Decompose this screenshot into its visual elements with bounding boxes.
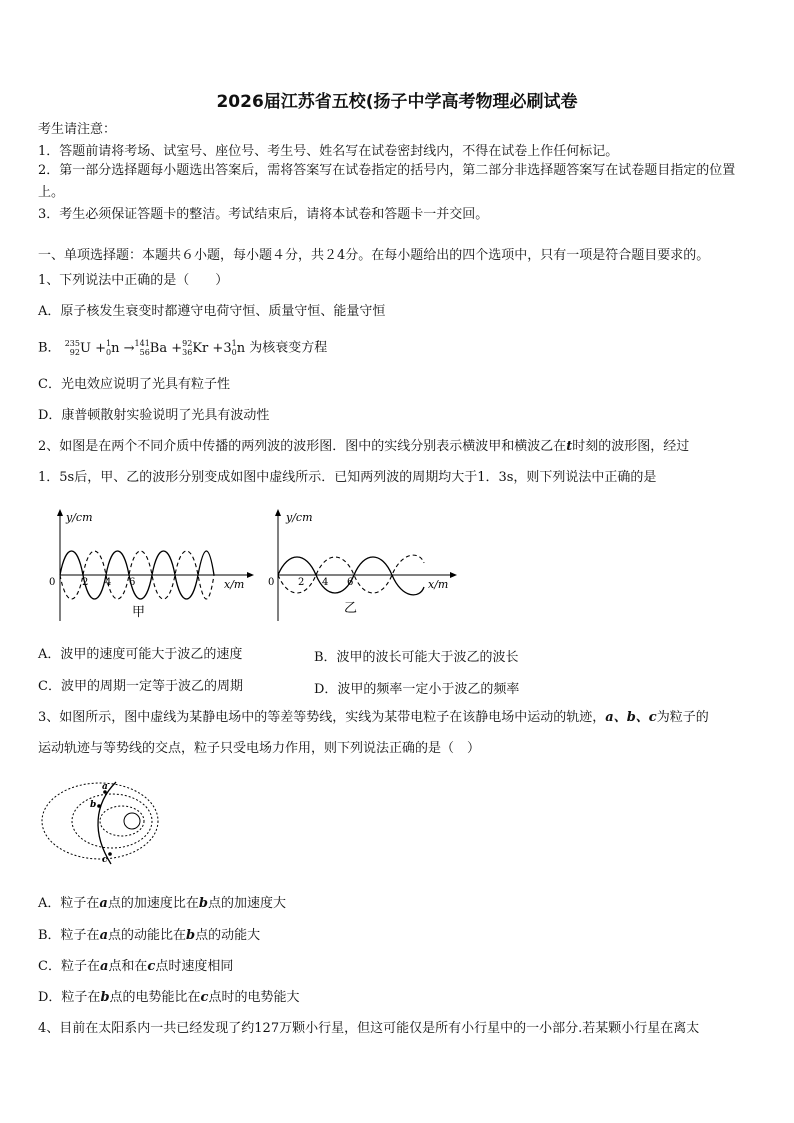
notice-item-1: 1．答题前请将考场、试室号、座位号、考生号、姓名写在试卷密封线内，不得在试卷上作任何标记。 bbox=[38, 144, 619, 159]
q2-stem-var: t bbox=[566, 439, 573, 454]
notice-heading: 考生请注意： bbox=[38, 122, 117, 137]
q3-c-text-1: C．粒子在 bbox=[38, 959, 100, 974]
q3-b-text-1: B．粒子在 bbox=[38, 928, 100, 943]
q3-d-var-2: c bbox=[200, 990, 209, 1005]
wave-yi-solid bbox=[278, 557, 424, 595]
q3-d-text-1: D．粒子在 bbox=[38, 990, 101, 1005]
point-b-label: b bbox=[90, 800, 97, 810]
kr-charge-number: 36 bbox=[182, 348, 193, 357]
q3-a-text-2: 点的加速度比在 bbox=[107, 896, 199, 911]
q3-a-text-1: A．粒子在 bbox=[38, 896, 100, 911]
q3-a-text-3: 点的加速度大 bbox=[207, 896, 286, 911]
n-symbol: n bbox=[111, 340, 120, 356]
q1-option-c: C．光电效应说明了光具有粒子性 bbox=[38, 377, 230, 392]
q3-c-var-2: c bbox=[147, 959, 156, 974]
section-1-heading: 一、单项选择题：本题共６小题，每小题４分，共２4分。在每小题给出的四个选项中，只有一项是符合题目要求的。 bbox=[38, 248, 710, 263]
ba-symbol: Ba bbox=[149, 340, 168, 356]
n-charge-number: 0 bbox=[106, 348, 112, 357]
wave-yi-ylabel: y/cm bbox=[286, 511, 313, 524]
wave-figure-jia bbox=[44, 505, 260, 625]
notice-item-3: 3．考生必须保证答题卡的整洁。考试结束后，请将本试卷和答题卡一并交回。 bbox=[38, 207, 489, 222]
q3-c-text-2: 点和在 bbox=[108, 959, 148, 974]
q3-a-var-2: b bbox=[198, 896, 208, 911]
wave-jia-tick-2: 2 bbox=[82, 577, 89, 588]
reaction-arrow: → bbox=[123, 340, 135, 356]
q3-b-var-1: a bbox=[99, 928, 108, 943]
q3-stem-1b: 为粒子的 bbox=[656, 710, 709, 725]
q3-a-var-1: a bbox=[99, 896, 108, 911]
q3-b-text-2: 点的动能比在 bbox=[108, 928, 187, 943]
q3-stem-vars: a、b、c bbox=[605, 710, 657, 725]
wave-jia-origin: 0 bbox=[49, 577, 56, 588]
n-mass-number: 1 bbox=[106, 339, 112, 348]
wave-yi-tick-2: 2 bbox=[298, 577, 305, 588]
u-charge-number: 92 bbox=[69, 348, 80, 357]
wave-yi-caption: 乙 bbox=[344, 601, 358, 616]
q3-stem-1a: 3、如图所示，图中虚线为某静电场中的等差等势线，实线为某带电粒子在该静电场中运动的轨迹， bbox=[38, 710, 606, 725]
wave-jia-tick-4: 4 bbox=[105, 577, 112, 588]
n2-mass-number: 1 bbox=[231, 339, 237, 348]
equipotential-figure bbox=[38, 776, 163, 868]
n2-symbol: n bbox=[236, 340, 246, 356]
q2-option-b: B．波甲的波长可能大于波乙的波长 bbox=[314, 650, 519, 665]
q3-d-var-1: b bbox=[100, 990, 110, 1005]
kr-symbol: Kr bbox=[192, 340, 209, 356]
q3-d-text-2: 点的电势能比在 bbox=[109, 990, 201, 1005]
q4-stem: 4、目前在太阳系内一共已经发现了约127万颗小行星，但这可能仅是所有小行星中的一小部分.若某颗小行星在离太 bbox=[38, 1021, 700, 1036]
wave-jia-caption: 甲 bbox=[132, 605, 146, 620]
q2-stem-line-2: 1．5s后，甲、乙的波形分别变成如图中虚线所示．已知两列波的周期均大于1．3s，则下列说法中正确的是 bbox=[38, 470, 657, 485]
q3-stem-line-2: 运动轨迹与等势线的交点，粒子只受电场力作用，则下列说法正确的是（ ） bbox=[38, 741, 481, 756]
point-c-label: c bbox=[102, 855, 108, 865]
q2-option-d: D．波甲的频率一定小于波乙的频率 bbox=[314, 682, 520, 697]
q1-stem: 1、下列说法中正确的是（ ） bbox=[38, 273, 229, 288]
u-symbol: U bbox=[79, 340, 91, 356]
q3-c-text-3: 点时速度相同 bbox=[155, 959, 234, 974]
q1-option-b bbox=[38, 339, 327, 357]
point-a-label: a bbox=[102, 782, 108, 792]
wave-figure-yi bbox=[266, 505, 462, 625]
q3-option-b bbox=[38, 927, 260, 944]
q1-option-d: D．康普顿散射实验说明了光具有波动性 bbox=[38, 408, 270, 423]
q1-option-b-prefix: B． bbox=[38, 340, 61, 356]
q2-option-a: A．波甲的速度可能大于波乙的速度 bbox=[38, 647, 243, 662]
q3-c-var-1: a bbox=[99, 959, 109, 974]
wave-yi-tick-6: 6 bbox=[347, 577, 354, 588]
page-title: 2026届江苏省五校(扬子中学高考物理必刷试卷 bbox=[216, 92, 578, 112]
q2-option-c: C．波甲的周期一定等于波乙的周期 bbox=[38, 679, 243, 694]
q3-option-d bbox=[38, 989, 299, 1006]
q3-b-text-3: 点的动能大 bbox=[195, 928, 261, 943]
q3-stem-line-1 bbox=[38, 709, 709, 726]
kr-mass-number: 92 bbox=[182, 339, 193, 348]
q1-option-b-suffix: 为核衰变方程 bbox=[249, 340, 328, 356]
q3-option-c bbox=[38, 958, 233, 975]
neutron-coefficient: 3 bbox=[223, 340, 232, 356]
u-mass-number: 235 bbox=[64, 339, 80, 348]
notice-item-2: 2．第一部分选择题每小题选出答案后，需将答案写在试卷指定的括号内，第二部分非选择题答案写在试卷题目指定的位置上。 bbox=[38, 163, 736, 200]
ba-mass-number: 141 bbox=[134, 339, 150, 348]
ba-charge-number: 56 bbox=[139, 348, 150, 357]
q2-stem-line-1 bbox=[38, 438, 689, 455]
wave-jia-tick-6: 6 bbox=[129, 577, 136, 588]
n2-charge-number: 0 bbox=[231, 348, 237, 357]
wave-yi-origin: 0 bbox=[268, 577, 275, 588]
q1-option-a: A．原子核发生衰变时都遵守电荷守恒、质量守恒、能量守恒 bbox=[38, 304, 386, 319]
q1-nuclear-equation: 235 92 U + 1 0 n → 141 56 Ba + 92 36 Kr +3 1 0 n bbox=[64, 339, 246, 357]
q3-b-var-2: b bbox=[186, 928, 196, 943]
wave-yi-tick-4: 4 bbox=[322, 577, 329, 588]
wave-jia-xlabel: x/m bbox=[224, 578, 245, 591]
wave-yi-xlabel: x/m bbox=[428, 578, 449, 591]
q3-option-a bbox=[38, 895, 286, 912]
q2-stem-1a: 2、如图是在两个不同介质中传播的两列波的波形图．图中的实线分别表示横波甲和横波乙在 bbox=[38, 439, 567, 454]
q3-d-text-3: 点时的电势能大 bbox=[208, 990, 300, 1005]
wave-jia-ylabel: y/cm bbox=[66, 511, 93, 524]
q2-stem-1b: 时刻的波形图，经过 bbox=[572, 439, 690, 454]
